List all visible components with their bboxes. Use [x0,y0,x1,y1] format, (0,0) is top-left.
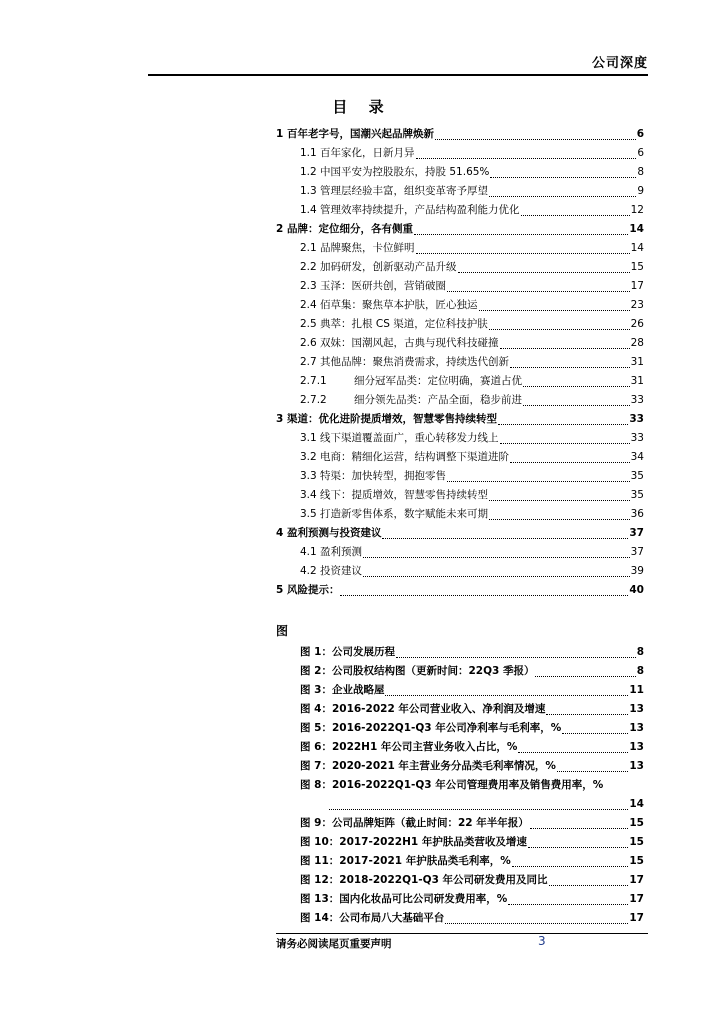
toc-entry[interactable] [276,201,644,220]
toc-entry-number: 2.7.2 [300,394,327,406]
toc-entry-title: 3 渠道：优化进阶提质增效，智慧零售持续转型 [276,413,497,425]
toc-entry-page: 40 [629,584,644,596]
toc-entry[interactable] [276,372,644,391]
figure-entry-page: 11 [629,684,644,696]
dot-leader [416,146,637,159]
toc-entry-title: 5 风险提示： [276,584,340,596]
dot-leader [489,488,630,501]
figure-entry[interactable] [300,909,644,928]
toc-entry-title: 1.3 管理层经验丰富，组织变革寄予厚望 [300,185,489,197]
toc-entry-title: 2.3 玉泽：医研共创，营销破圈 [300,280,447,292]
dot-leader [363,545,630,558]
toc-entry-page: 14 [629,223,644,235]
dot-leader [518,740,628,753]
toc-entry-title: 3.5 打造新零售体系，数字赋能未来可期 [300,508,489,520]
toc-entry-title: 2 品牌：定位细分，各有侧重 [276,223,413,235]
dot-leader [508,892,628,905]
figure-entry[interactable] [300,738,644,757]
toc-entry-page: 17 [630,280,644,292]
toc-entry-title: 3.4 线下：提质增效，智慧零售持续转型 [300,489,489,501]
toc-entry-title: 4.2 投资建议 [300,565,363,577]
toc-entry-page: 9 [637,185,644,197]
toc-entry-page: 36 [630,508,644,520]
figure-entry[interactable] [300,643,644,662]
toc-entry-title: 3.3 特渠：加快转型，拥抱零售 [300,470,447,482]
figure-entry-title: 图 14：公司布局八大基础平台 [300,912,445,924]
toc-title: 目 录 [332,98,392,116]
toc-entry-page: 14 [630,242,644,254]
figure-entry[interactable] [300,662,644,681]
toc-entry-page: 6 [637,147,644,159]
figure-entry[interactable] [300,776,644,795]
toc-entry-title: 2.6 双妹：国潮风起，古典与现代科技碰撞 [300,337,499,349]
toc-entry[interactable] [276,144,644,163]
toc-entry-page: 8 [637,166,644,178]
toc-entry-title: 3.1 线下渠道覆盖面广，重心转移发力线上 [300,432,499,444]
figure-entry-title: 图 9：公司品牌矩阵（截止时间：22 年半年报） [300,817,529,829]
toc-entry-title: 细分领先品类：产品全面，稳步前进 [354,394,522,406]
figure-entry-title: 图 13：国内化妆品可比公司研发费用率，% [300,893,508,905]
dot-leader [500,431,630,444]
toc-entry-title: 1.2 中国平安为控股股东，持股 51.65% [300,166,490,178]
dot-leader [382,526,628,539]
toc-entry-page: 33 [630,432,644,444]
toc-entry[interactable] [276,334,644,353]
dot-leader [523,374,630,387]
toc-entry-page: 34 [630,451,644,463]
toc-entry-title: 4.1 盈利预测 [300,546,363,558]
dot-leader [523,393,630,406]
toc-list [276,125,644,600]
toc-entry-title: 4 盈利预测与投资建议 [276,527,382,539]
dot-leader [385,683,628,696]
figure-entry-page: 17 [629,874,644,886]
figure-entry-title: 图 5：2016-2022Q1-Q3 年公司净利率与毛利率，% [300,722,562,734]
dot-leader [340,583,628,596]
toc-entry-page: 15 [630,261,644,273]
toc-entry-page: 37 [629,527,644,539]
figure-entry-page: 17 [629,912,644,924]
dot-leader [416,241,630,254]
dot-leader [489,184,636,197]
dot-leader [458,260,630,273]
figure-entry-continuation[interactable] [300,795,644,814]
dot-leader [447,469,630,482]
toc-entry[interactable] [276,562,644,581]
dot-leader [546,702,628,715]
toc-entry[interactable] [276,163,644,182]
figure-entry-page: 8 [636,646,644,658]
toc-entry[interactable] [276,220,644,239]
toc-entry[interactable] [276,410,644,429]
toc-entry-title: 2.5 典萃：扎根 CS 渠道，定位科技护肤 [300,318,488,330]
footer-rule [276,933,648,934]
toc-entry-page: 23 [630,299,644,311]
dot-leader [535,664,635,677]
figure-entry-title: 图 8：2016-2022Q1-Q3 年公司管理费用率及销售费用率，% [300,779,604,791]
figure-entry-page: 14 [629,798,644,810]
toc-entry-page: 6 [636,128,644,140]
toc-entry-page: 35 [630,470,644,482]
figure-entry-page: 15 [629,836,644,848]
dot-leader [498,412,628,425]
toc-entry-title: 2.7 其他品牌：聚焦消费需求，持续迭代创新 [300,356,510,368]
toc-entry[interactable] [276,125,644,144]
figure-entry[interactable] [300,719,644,738]
dot-leader [489,317,630,330]
toc-entry[interactable] [276,315,644,334]
toc-entry-title: 1.1 百年家化，日新月异 [300,147,415,159]
toc-entry[interactable] [276,543,644,562]
dot-leader [435,127,636,140]
dot-leader [363,564,630,577]
toc-entry-page: 31 [630,375,644,387]
toc-entry-title: 2.2 加码研发，创新驱动产品升级 [300,261,457,273]
figure-entry-title: 图 7：2020-2021 年主营业务分品类毛利率情况，% [300,760,556,772]
dot-leader [549,873,629,886]
dot-leader [528,835,629,848]
toc-entry[interactable] [276,239,644,258]
header-rule [148,74,648,76]
dot-leader [489,507,630,520]
dot-leader [510,355,630,368]
dot-leader [447,279,630,292]
toc-entry-page: 33 [629,413,644,425]
figure-entry-title: 图 2：公司股权结构图（更新时间：22Q3 季报） [300,665,535,677]
toc-entry[interactable] [276,505,644,524]
toc-entry-title: 2.4 佰草集：聚焦草本护肤，匠心独运 [300,299,478,311]
toc-entry[interactable] [276,296,644,315]
figure-entry[interactable] [300,890,644,909]
figure-list-title: 图 [276,624,289,638]
toc-entry[interactable] [276,448,644,467]
dot-leader [329,797,628,810]
figure-entry[interactable] [300,833,644,852]
toc-entry[interactable] [276,277,644,296]
toc-entry-title: 1.4 管理效率持续提升，产品结构盈利能力优化 [300,204,520,216]
toc-entry[interactable] [276,467,644,486]
toc-entry[interactable] [276,429,644,448]
toc-entry-title: 2.1 品牌聚焦，卡位鲜明 [300,242,415,254]
toc-entry-title: 细分冠军品类：定位明确，赛道占优 [354,375,522,387]
figure-entry-page: 15 [629,855,644,867]
figure-entry[interactable] [300,852,644,871]
dot-leader [414,222,628,235]
dot-leader [557,759,628,772]
dot-leader [521,203,630,216]
toc-entry-page: 39 [630,565,644,577]
figure-entry-title: 图 1：公司发展历程 [300,646,395,658]
dot-leader [512,854,629,867]
toc-entry[interactable] [276,486,644,505]
figure-entry-title: 图 4：2016-2022 年公司营业收入、净利润及增速 [300,703,546,715]
dot-leader [562,721,628,734]
dot-leader [500,336,630,349]
figure-list [300,643,644,928]
figure-entry[interactable] [300,681,644,700]
toc-entry-title: 1 百年老字号，国潮兴起品牌焕新 [276,128,434,140]
footer-disclaimer: 请务必阅读尾页重要声明 [276,938,392,950]
dot-leader [490,165,636,178]
toc-entry[interactable] [276,581,644,600]
toc-entry[interactable] [276,391,644,410]
toc-entry-page: 37 [630,546,644,558]
figure-entry-title: 图 6：2022H1 年公司主营业务收入占比，% [300,741,518,753]
toc-entry-page: 26 [630,318,644,330]
figure-entry-title: 图 10：2017-2022H1 年护肤品类营收及增速 [300,836,527,848]
dot-leader [445,911,628,924]
figure-entry-page: 13 [629,760,644,772]
figure-entry-page: 8 [636,665,644,677]
header-label: 公司深度 [591,56,648,71]
figure-entry-page: 17 [629,893,644,905]
toc-entry-page: 31 [630,356,644,368]
dot-leader [396,645,636,658]
toc-entry-title: 3.2 电商：精细化运营，结构调整下渠道进阶 [300,451,510,463]
dot-leader [510,450,630,463]
figure-entry-page: 13 [629,722,644,734]
dot-leader [530,816,629,829]
figure-entry[interactable] [300,871,644,890]
figure-entry[interactable] [300,757,644,776]
toc-entry[interactable] [276,524,644,543]
toc-entry-page: 35 [630,489,644,501]
figure-entry[interactable] [300,814,644,833]
figure-entry[interactable] [300,700,644,719]
toc-entry[interactable] [276,182,644,201]
toc-entry[interactable] [276,353,644,372]
toc-entry-page: 33 [630,394,644,406]
figure-entry-title: 图 12：2018-2022Q1-Q3 年公司研发费用及同比 [300,874,548,886]
toc-entry[interactable] [276,258,644,277]
toc-entry-page: 12 [630,204,644,216]
toc-entry-number: 2.7.1 [300,375,327,387]
figure-entry-page: 15 [629,817,644,829]
toc-entry-page: 28 [630,337,644,349]
figure-entry-page: 13 [629,703,644,715]
figure-entry-title: 图 11：2017-2021 年护肤品类毛利率，% [300,855,511,867]
figure-entry-page: 13 [629,741,644,753]
figure-entry-title: 图 3：企业战略屋 [300,684,385,696]
page-number: 3 [538,934,546,948]
dot-leader [479,298,630,311]
